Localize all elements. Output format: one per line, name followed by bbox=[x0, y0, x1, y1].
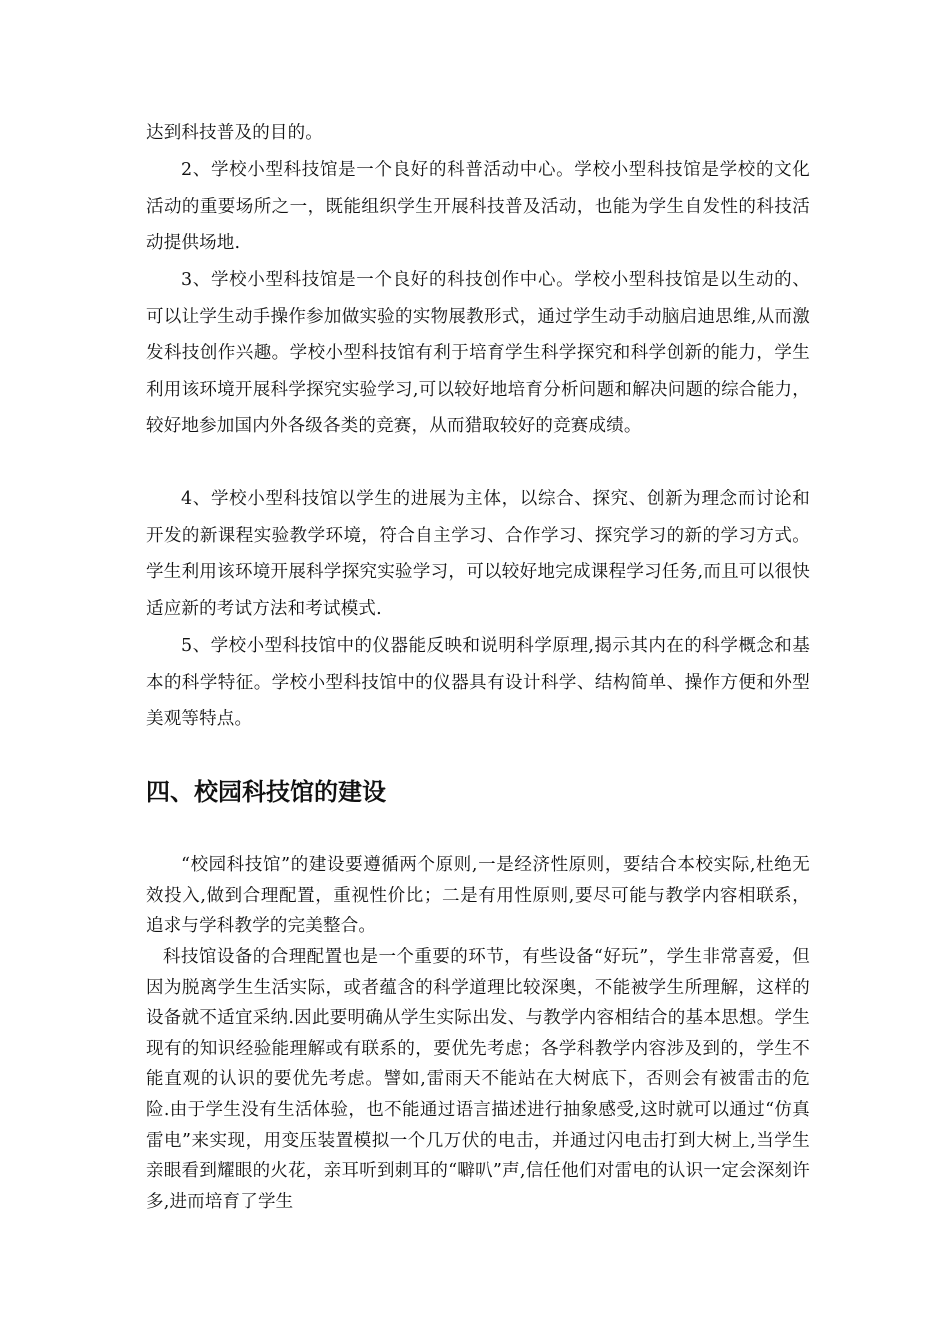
paragraph-equipment: 科技馆设备的合理配置也是一个重要的环节，有些设备“好玩”，学生非常喜爱，但因为脱离学生生活实际，或者蕴含的科学道理比较深奥，不能被学生所理解，这样的设备就不适宜采纳.因此要明确从学生实际出发、与教学内容相结合的基本思想。学生现有的知识经验能理解或有联系的，要优先考虑；各学科教学内容涉及到的，学生不能直观的认识的要优先考虑。譬如,雷雨天不能站在大树底下，否则会有被雷击的危险.由于学生没有生活体验，也不能通过语言描述进行抽象感受,这时就可以通过“仿真雷电”来实现，用变压装置模拟一个几万伏的电击，并通过闪电击打到大树上,当学生亲眼看到耀眼的火花，亲耳听到刺耳的“噼叭”声,信任他们对雷电的认识一定会深刻许多,进而培育了学生 bbox=[146, 947, 810, 1212]
paragraph-item-2: 2、学校小型科技馆是一个良好的科普活动中心。学校小型科技馆是学校的文化活动的重要场所之一，既能组织学生开展科技普及活动，也能为学生自发性的科技活动提供场地. bbox=[146, 160, 810, 254]
paragraph-item-3: 3、学校小型科技馆是一个良好的科技创作中心。学校小型科技馆是以生动的、可以让学生动手操作参加做实验的实物展教形式，通过学生动手动脑启迪思维,从而激发科技创作兴趣。学校小型科技馆有利于培育学生科学探究和科学创新的能力，学生利用该环境开展科学探究实验学习,可以较好地培育分析问题和解决问题的综合能力，较好地参加国内外各级各类的竞赛，从而猎取较好的竞赛成绩。 bbox=[146, 270, 810, 437]
section-heading: 四、校园科技馆的建设 bbox=[146, 778, 386, 806]
paragraph-continuation: 达到科技普及的目的。 bbox=[146, 123, 323, 143]
paragraph-item-4: 4、学校小型科技馆以学生的进展为主体，以综合、探究、创新为理念而讨论和开发的新课程实验教学环境，符合自主学习、合作学习、探究学习的新的学习方式。学生利用该环境开展科学探究实验学习，可以较好地完成课程学习任务,而且可以很快适应新的考试方法和考试模式. bbox=[146, 489, 810, 619]
paragraph-item-5: 5、学校小型科技馆中的仪器能反映和说明科学原理,揭示其内在的科学概念和基本的科学特征。学校小型科技馆中的仪器具有设计科学、结构简单、操作方便和外型美观等特点。 bbox=[146, 636, 810, 730]
paragraph-principles: “校园科技馆”的建设要遵循两个原则,一是经济性原则，要结合本校实际,杜绝无效投入,做到合理配置，重视性价比；二是有用性原则,要尽可能与教学内容相联系，追求与学科教学的完美整合。 bbox=[146, 855, 810, 937]
